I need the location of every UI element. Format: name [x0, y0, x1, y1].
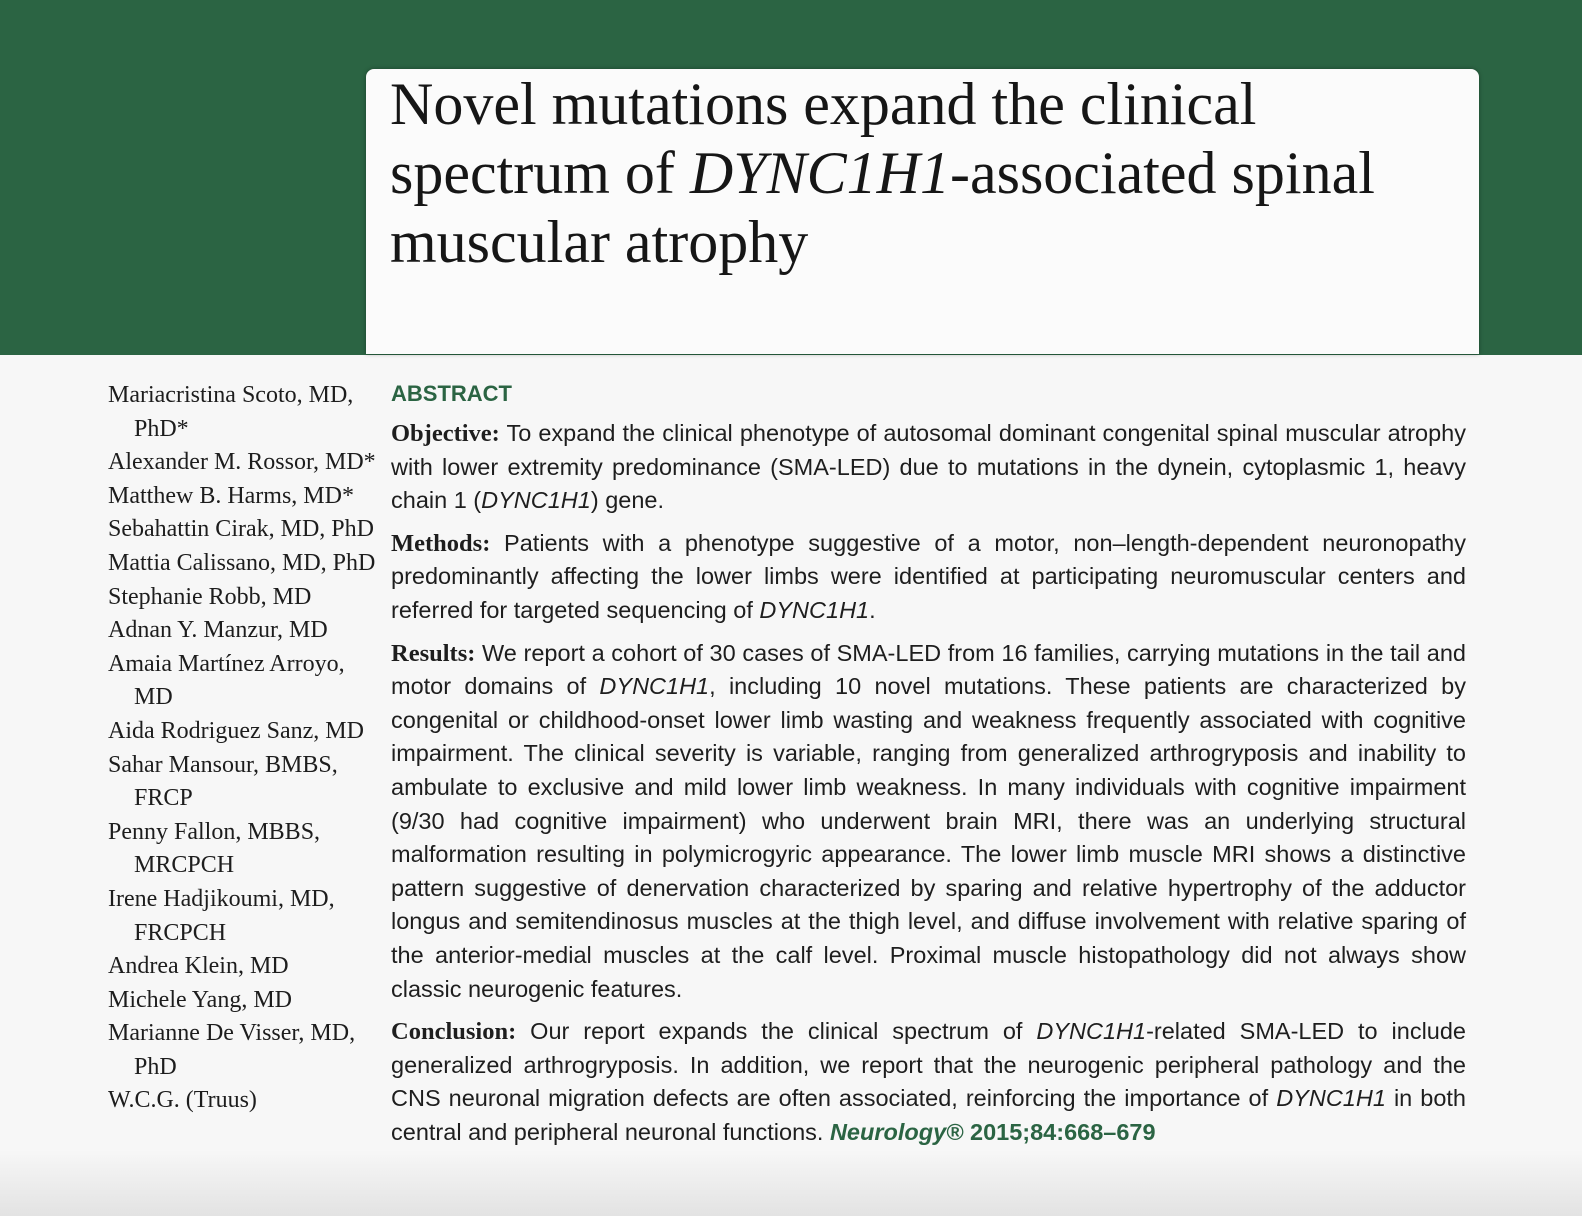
methods-label: Methods:: [391, 529, 491, 557]
methods-text: Patients with a phenotype suggestive of a motor, non–length-dependent neuronopathy predominantly affecting the lower limbs were identified at participating neuromuscular centers and referred for targeted sequencing of: [391, 529, 1466, 623]
results-text: We report a cohort of 30 cases of SMA-LED from 16 families, carrying mutations in the tail and motor domains of: [391, 639, 1466, 700]
author-list: [108, 379, 378, 1114]
author-name: Sahar Mansour, BMBS, FRCP: [108, 751, 338, 812]
citation: [830, 1119, 1156, 1145]
conclusion-label: Conclusion:: [391, 1018, 517, 1046]
journal-name: Neurology®: [829, 1118, 964, 1145]
conclusion-paragraph: [391, 1015, 1466, 1149]
author-name: Mariacristina Scoto, MD, PhD*: [108, 382, 354, 442]
abstract-heading: ABSTRACT: [391, 381, 512, 406]
abstract: [391, 379, 1466, 1158]
citation-ref: 2015;84:668–679: [963, 1118, 1156, 1145]
title-text-2: -associated spinal muscular atrophy: [390, 140, 1375, 275]
author-name: Sebahattin Cirak, MD, PhD: [108, 516, 374, 543]
gene-name: DYNC1H1: [599, 673, 710, 700]
results-paragraph: [391, 637, 1466, 1007]
title-gene-name: DYNC1H1: [689, 140, 950, 206]
author-name: Matthew B. Harms, MD*: [108, 482, 354, 509]
bottom-fade: [0, 1150, 1582, 1216]
author-name: Aida Rodriguez Sanz, MD: [108, 717, 364, 744]
objective-paragraph: [391, 417, 1466, 518]
results-text-end: , including 10 novel mutations. These patients are characterized by congenital or childhood-onset lower limb wasting and weakness frequently associated with cognitive impairment. The clinical severity is variable, ranging from generalized arthrogryposis and inability to ambulate to exclusive and mild lower limb weakness. In many individuals with cognitive impairment (9/30 had cognitive impairment) who underwent brain MRI, there was an underlying structural malformation resulting in polymicrogyric appearance. The lower limb muscle MRI shows a distinctive pattern suggestive of denervation characterized by sparing and relative hypertrophy of the adductor longus and semitendinosus muscles at the thigh level, and diffuse involvement with relative sparing of the anterior-medial muscles at the calf level. Proximal muscle histopathology did not always show classic neurogenic features.: [391, 673, 1466, 1002]
methods-text-end: .: [869, 596, 876, 623]
objective-label: Objective:: [391, 420, 500, 447]
author-name: Irene Hadjikoumi, MD, FRCPCH: [108, 885, 335, 946]
methods-paragraph: [391, 527, 1466, 628]
author-name: Mattia Calissano, MD, PhD: [108, 549, 376, 576]
author-name: W.C.G. (Truus): [108, 1087, 257, 1114]
author-name: Stephanie Robb, MD: [108, 583, 312, 610]
author-name: Penny Fallon, MBBS, MRCPCH: [108, 818, 321, 879]
author-name: Adnan Y. Manzur, MD: [108, 617, 328, 644]
gene-name: DYNC1H1: [481, 487, 591, 514]
article-title: [390, 70, 1470, 277]
objective-text: To expand the clinical phenotype of autosomal dominant congenital spinal muscular atrophy with lower extremity predominance (SMA-LED) due to mutations in the dynein, cytoplasmic 1, heavy chain 1 (: [391, 420, 1466, 514]
conclusion-text: Our report expands the clinical spectrum of: [516, 1018, 1037, 1045]
gene-name: DYNC1H1: [759, 596, 870, 623]
gene-name: DYNC1H1: [1276, 1085, 1386, 1112]
title-text-1: Novel mutations expand the clinical spectrum of: [390, 71, 1257, 206]
objective-text-end: ) gene.: [590, 487, 665, 514]
author-name: Michele Yang, MD: [108, 986, 292, 1013]
gene-name: DYNC1H1: [1036, 1018, 1147, 1045]
author-name: Marianne De Visser, MD, PhD: [108, 1020, 356, 1080]
conclusion-text-middle: -related SMA-LED to include generalized arthrogryposis. In addition, we report that the neurogenic peripheral pathology and the CNS neuronal migration defects are often associated, reinforcing the importance of: [391, 1018, 1466, 1112]
conclusion-text-end: in both central and peripheral neuronal functions.: [391, 1085, 1466, 1145]
author-name: Amaia Martínez Arroyo, MD: [108, 650, 345, 711]
author-name: Alexander M. Rossor, MD*: [108, 449, 376, 476]
author-name: Andrea Klein, MD: [108, 953, 289, 980]
results-label: Results:: [391, 639, 476, 667]
